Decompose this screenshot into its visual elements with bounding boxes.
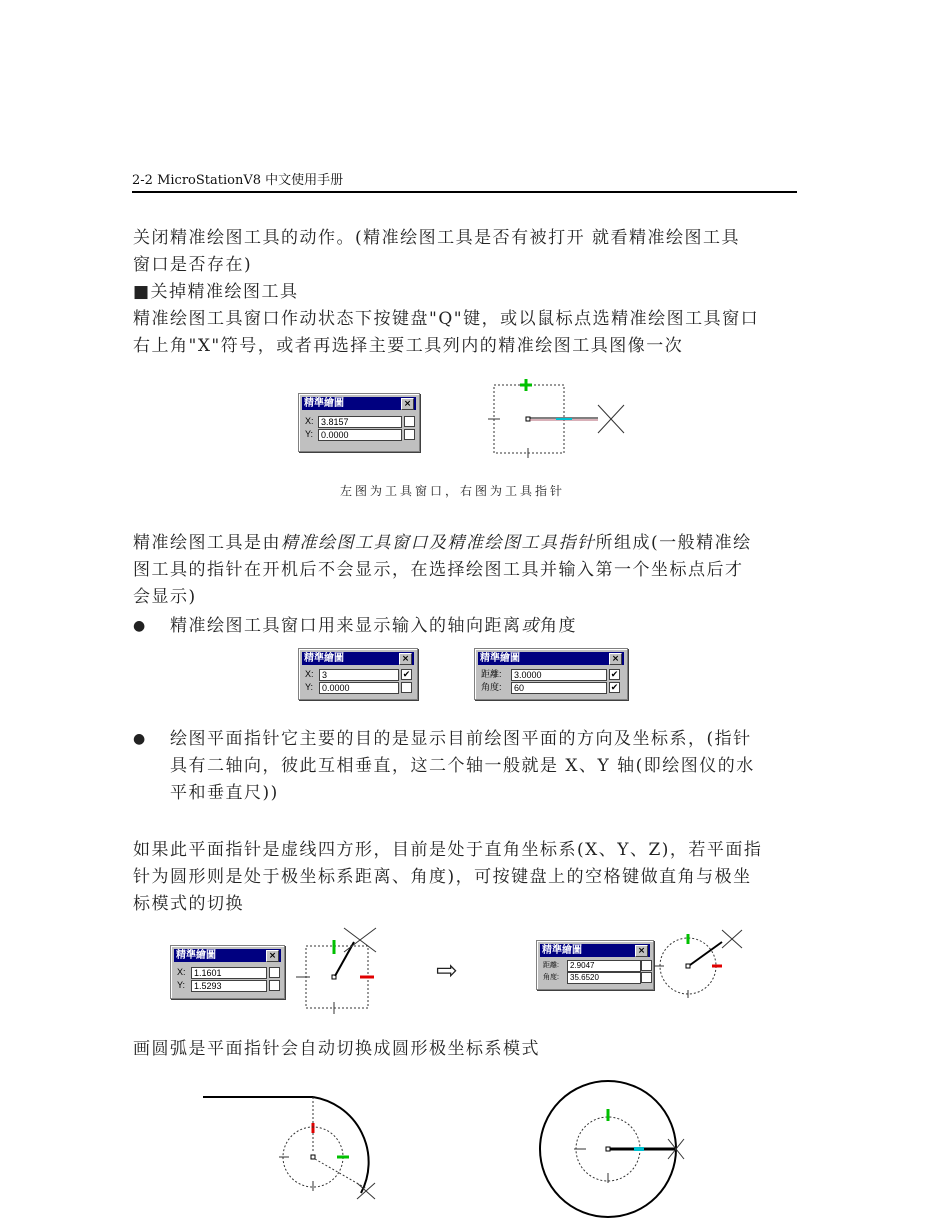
text-line xyxy=(170,613,798,640)
emphasis-text: 精准绘图工具窗口及精准绘图工具指针 xyxy=(281,533,596,553)
title-bar xyxy=(302,652,414,665)
section-heading: ■关掉精准绘图工具 xyxy=(133,282,299,302)
angle-lock-checkbox[interactable]: ✔ xyxy=(610,682,619,692)
distance-field[interactable]: 2.9047 xyxy=(567,960,641,972)
paragraph-5 xyxy=(133,837,798,918)
angle-field[interactable]: 35.6520 xyxy=(567,972,641,984)
distance-row xyxy=(481,669,621,680)
bullet-icon: ● xyxy=(133,731,147,747)
text-span: 所组成(一般精准绘 xyxy=(595,533,752,553)
text-line: 具有二轴向，彼此互相垂直，这二个轴一般就是 X、Y 轴(即绘图仪的水 xyxy=(170,756,755,776)
angle-row xyxy=(481,682,621,693)
arc-drawing-figure xyxy=(195,1085,395,1210)
angle-label: 角度: xyxy=(543,974,559,981)
angle-label: 角度: xyxy=(481,682,502,692)
accudraw-window-rect[interactable] xyxy=(298,648,418,700)
x-row xyxy=(305,416,413,427)
text-line: 针为圆形则是处于极坐标系距离、角度)，可按键盘上的空格键做直角与极坐 xyxy=(133,867,752,887)
origin xyxy=(686,964,690,968)
accudraw-window-rect[interactable] xyxy=(298,393,420,452)
compass-circle xyxy=(283,1127,343,1187)
arrow-right-icon: ⇨ xyxy=(436,956,458,986)
x-lock-checkbox[interactable] xyxy=(269,967,280,978)
x-field[interactable]: 3 xyxy=(319,669,399,681)
y-row xyxy=(305,682,411,693)
paragraph-1 xyxy=(133,225,798,360)
y-lock-checkbox[interactable] xyxy=(269,980,280,991)
x-lock-checkbox[interactable] xyxy=(404,416,415,427)
accudraw-window-polar[interactable] xyxy=(536,940,654,990)
window-title: 精準繪圖 xyxy=(304,398,344,409)
x-row xyxy=(177,967,278,978)
polar-compass-figure xyxy=(650,922,750,1002)
text-line: 绘图平面指针它主要的目的是显示目前绘图平面的方向及坐标系，(指针 xyxy=(170,729,752,749)
distance-lock-checkbox[interactable]: ✔ xyxy=(610,669,619,679)
accudraw-window-polar[interactable] xyxy=(474,648,628,700)
accudraw-window-rect[interactable] xyxy=(170,945,285,999)
origin xyxy=(606,1147,610,1151)
text-line: 窗口是否存在) xyxy=(133,255,253,275)
bullet-1 xyxy=(133,613,798,640)
text-line xyxy=(133,530,798,557)
emphasis-text: 或 xyxy=(521,616,540,636)
y-field[interactable]: 0.0000 xyxy=(319,682,399,694)
origin xyxy=(311,1155,315,1159)
y-field[interactable]: 0.0000 xyxy=(318,429,402,441)
distance-label: 距離: xyxy=(481,669,502,679)
text-line: 精准绘图工具窗口作动状态下按键盘"Q"键，或以鼠标点选精准绘图工具窗口 xyxy=(133,309,760,329)
distance-label: 距離: xyxy=(543,962,559,969)
text-line: 标模式的切换 xyxy=(133,894,244,914)
text-line: 关闭精准绘图工具的动作。(精准绘图工具是否有被打开 就看精准绘图工具 xyxy=(133,228,741,248)
paragraph-6: 画圆弧是平面指针会自动切换成圆形极坐标系模式 xyxy=(133,1039,540,1059)
close-button[interactable]: × xyxy=(609,653,622,665)
y-field[interactable]: 1.5293 xyxy=(191,980,267,992)
angle-field[interactable]: 60 xyxy=(511,682,607,694)
compass-square xyxy=(494,385,564,453)
window-title: 精準繪圖 xyxy=(304,653,344,664)
x-row xyxy=(305,669,411,680)
title-bar xyxy=(540,944,650,957)
text-line: 会显示) xyxy=(133,587,197,607)
y-lock-checkbox[interactable] xyxy=(404,429,415,440)
x-field[interactable]: 1.1601 xyxy=(191,967,267,979)
text-span: 精准绘图工具是由 xyxy=(133,533,281,553)
compass-circle xyxy=(660,938,716,994)
x-label: X: xyxy=(177,967,186,977)
text-line: 平和垂直尺)) xyxy=(170,783,279,803)
rectangular-compass-figure xyxy=(292,922,392,1022)
text-line: 图工具的指针在开机后不会显示，在选择绘图工具并输入第一个坐标点后才 xyxy=(133,560,744,580)
bullet-icon: ● xyxy=(133,618,147,634)
distance-row xyxy=(543,960,647,971)
x-lock-checkbox[interactable]: ✔ xyxy=(402,669,411,679)
x-label: X: xyxy=(305,669,314,679)
window-title: 精準繪圖 xyxy=(176,950,216,961)
text-span: 精准绘图工具窗口用来显示输入的轴向距离 xyxy=(170,616,522,636)
y-label: Y: xyxy=(305,682,314,692)
y-row xyxy=(177,980,278,991)
circle-drawing-figure xyxy=(530,1075,700,1225)
window-title: 精準繪圖 xyxy=(542,945,582,956)
pointer-line xyxy=(690,942,722,965)
close-button[interactable]: × xyxy=(399,653,412,665)
y-lock-checkbox[interactable] xyxy=(401,682,412,693)
angle-row xyxy=(543,972,647,983)
x-label: X: xyxy=(305,416,314,426)
text-line: 如果此平面指针是虚线四方形，目前是处于直角坐标系(X、Y、Z)，若平面指 xyxy=(133,840,763,860)
text-line: 右上角"X"符号，或者再选择主要工具列内的精准绘图工具图像一次 xyxy=(133,336,684,356)
y-label: Y: xyxy=(177,980,186,990)
compass-square xyxy=(306,946,368,1008)
close-button[interactable]: × xyxy=(401,398,414,410)
y-row xyxy=(305,429,413,440)
origin xyxy=(526,417,530,421)
window-title: 精準繪圖 xyxy=(480,653,520,664)
close-button[interactable]: × xyxy=(266,950,279,962)
arc-curve xyxy=(313,1097,369,1193)
paragraph-4 xyxy=(133,530,798,611)
figure-caption: 左图为工具窗口，右图为工具指针 xyxy=(340,484,566,498)
distance-field[interactable]: 3.0000 xyxy=(511,669,607,681)
text-span: 角度 xyxy=(540,616,577,636)
title-bar xyxy=(174,949,281,962)
y-label: Y: xyxy=(305,429,314,439)
page-header: 2-2 MicroStationV8 中文使用手册 xyxy=(132,173,797,193)
title-bar xyxy=(478,652,624,665)
rectangular-compass-figure xyxy=(480,375,630,465)
x-field[interactable]: 3.8157 xyxy=(318,416,402,428)
close-button[interactable]: × xyxy=(635,945,648,957)
bullet-2 xyxy=(133,726,798,807)
title-bar xyxy=(302,397,416,410)
